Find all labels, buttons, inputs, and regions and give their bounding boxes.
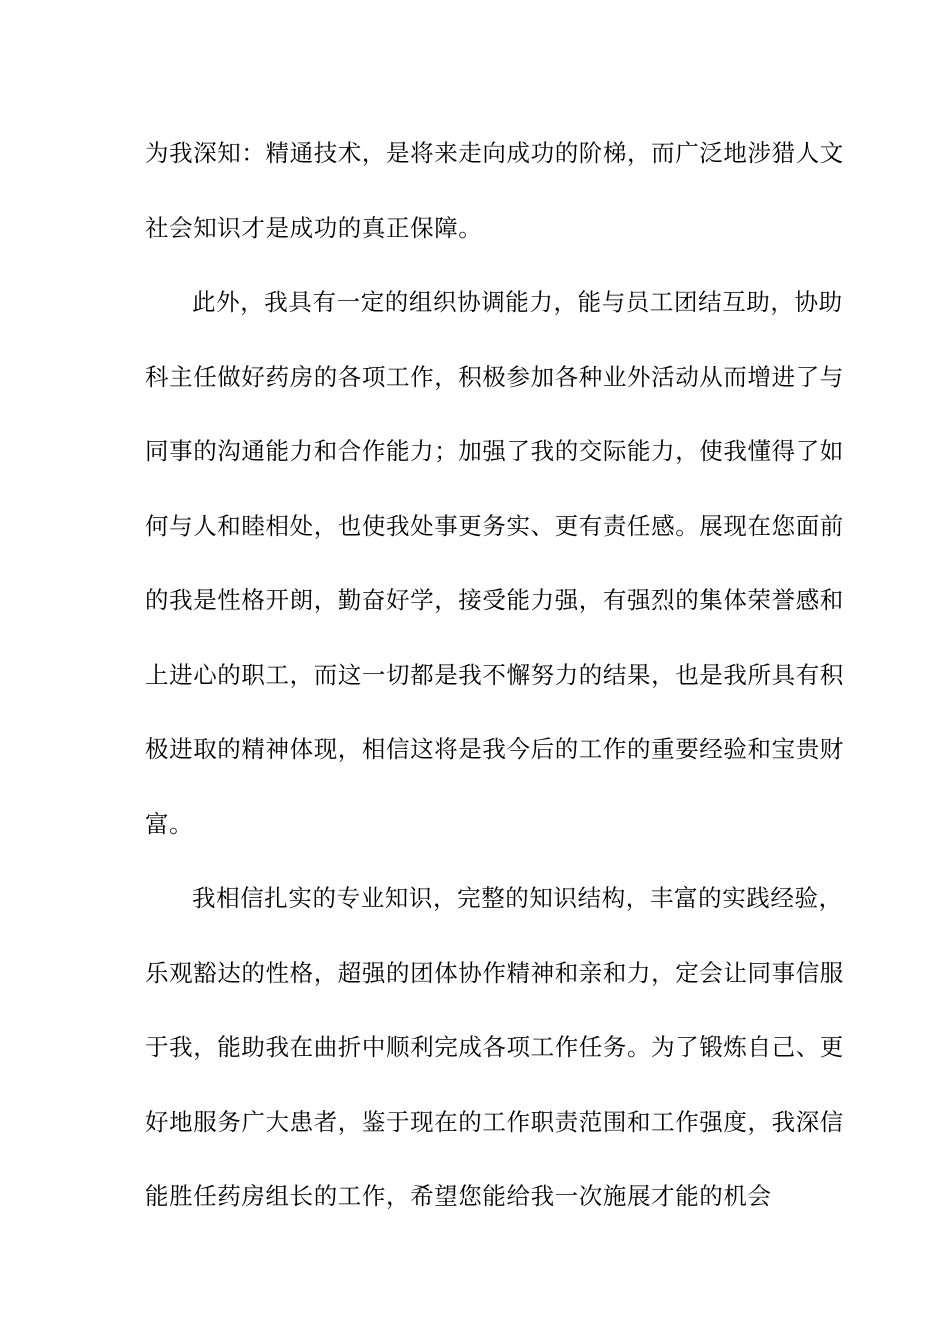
text-line: 乐观豁达的性格，超强的团体协作精神和亲和力，定会让同事信服 <box>145 958 844 987</box>
document-body <box>145 128 844 1246</box>
paragraph-start-line: 我相信扎实的专业知识，完整的知识结构，丰富的实践经验， <box>192 884 843 912</box>
text-line: 好地服务广大患者，鉴于现在的工作职责范围和工作强度，我深信 <box>145 1107 844 1136</box>
paragraph-start-line: 此外，我具有一定的组织协调能力，能与员工团结互助，协助 <box>192 288 843 316</box>
text-line: 极进取的精神体现，相信这将是我今后的工作的重要经验和宝贵财 <box>145 735 844 763</box>
text-line: 同事的沟通能力和合作能力；加强了我的交际能力，使我懂得了如 <box>145 437 844 465</box>
text-line: 何与人和睦相处，也使我处事更务实、更有责任感。展现在您面前 <box>145 511 844 540</box>
text-line: 科主任做好药房的各项工作，积极参加各种业外活动从而增进了与 <box>145 362 844 391</box>
text-line: 富。 <box>145 809 194 838</box>
text-line: 能胜任药房组长的工作，希望您能给我一次施展才能的机会 <box>145 1182 772 1210</box>
text-line: 上进心的职工，而这一切都是我不懈努力的结果，也是我所具有积 <box>145 660 844 689</box>
text-line: 于我，能助我在曲折中顺利完成各项工作任务。为了锻炼自己、更 <box>145 1033 844 1061</box>
text-line: 社会知识才是成功的真正保障。 <box>145 213 483 242</box>
text-line: 为我深知：精通技术，是将来走向成功的阶梯，而广泛地涉猎人文 <box>145 139 844 167</box>
text-line: 的我是性格开朗，勤奋好学，接受能力强，有强烈的集体荣誉感和 <box>145 586 844 614</box>
